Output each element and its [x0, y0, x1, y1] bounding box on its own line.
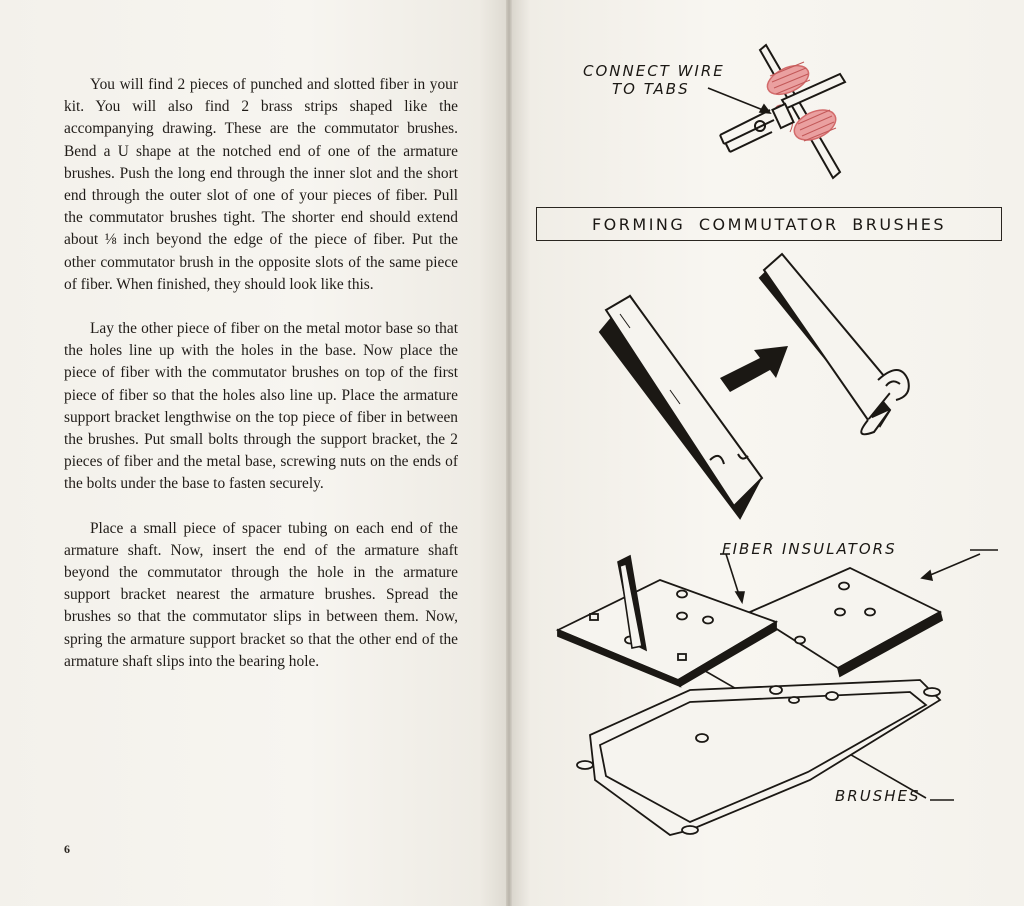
label-fiber-insulators: FIBER INSULATORS — [722, 540, 897, 558]
forming-brushes-illustration — [590, 250, 930, 530]
label-brushes: BRUSHES — [835, 787, 921, 805]
paragraph-3: Place a small piece of spacer tubing on each end of the armature shaft. Now, insert the end of the armature shaft beyond the commutator through the hole in the armature support bracket nearest the armature brushes. Spread the brushes so that the commutator slips in between them. Now, spring the armature support bracket so that the other end of the armature shaft slips into the bearing hole. — [64, 519, 458, 670]
section-heading: FORMING COMMUTATOR BRUSHES — [591, 214, 947, 234]
wire-tabs-illustration — [700, 40, 860, 190]
assembly-illustration — [550, 540, 1020, 850]
page-number: 6 — [64, 842, 70, 856]
section-heading-box — [536, 207, 1002, 241]
callout-to-tabs: TO TABS — [612, 80, 690, 98]
book-gutter — [506, 0, 512, 906]
left-page — [0, 0, 510, 906]
instruction-text — [64, 74, 458, 695]
paragraph-2: Lay the other piece of fiber on the metal motor base so that the holes line up with the holes in the base. Now place the piece of fiber with the commutator brushes on top of the first piece of fiber so that the holes also line up. Place the armature support bracket lengthwise on the top piece of fiber in between the brushes. Put small bolts through the support bracket, the 2 pieces of fiber and the metal base, screwing nuts on the ends of the bolts under the base to fasten securely. — [64, 320, 458, 493]
paragraph-1: You will find 2 pieces of punched and slotted fiber in your kit. You will also find 2 brass strips shaped like the accompanying drawing. These are the commutator brushes. Bend a U shape at the notched end of one of the armature brushes. Push the long end through the inner slot and the short end through the outer slot of one of your pieces of fiber. Pull the commutator brushes tight. The shorter end should extend about ⅛ inch beyond the edge of the piece of fiber. Put the other commutator brush in the opposite slots of the same piece of fiber. When finished, they should look like this. — [64, 76, 458, 293]
callout-connect-wire: CONNECT WIRE — [583, 62, 725, 80]
